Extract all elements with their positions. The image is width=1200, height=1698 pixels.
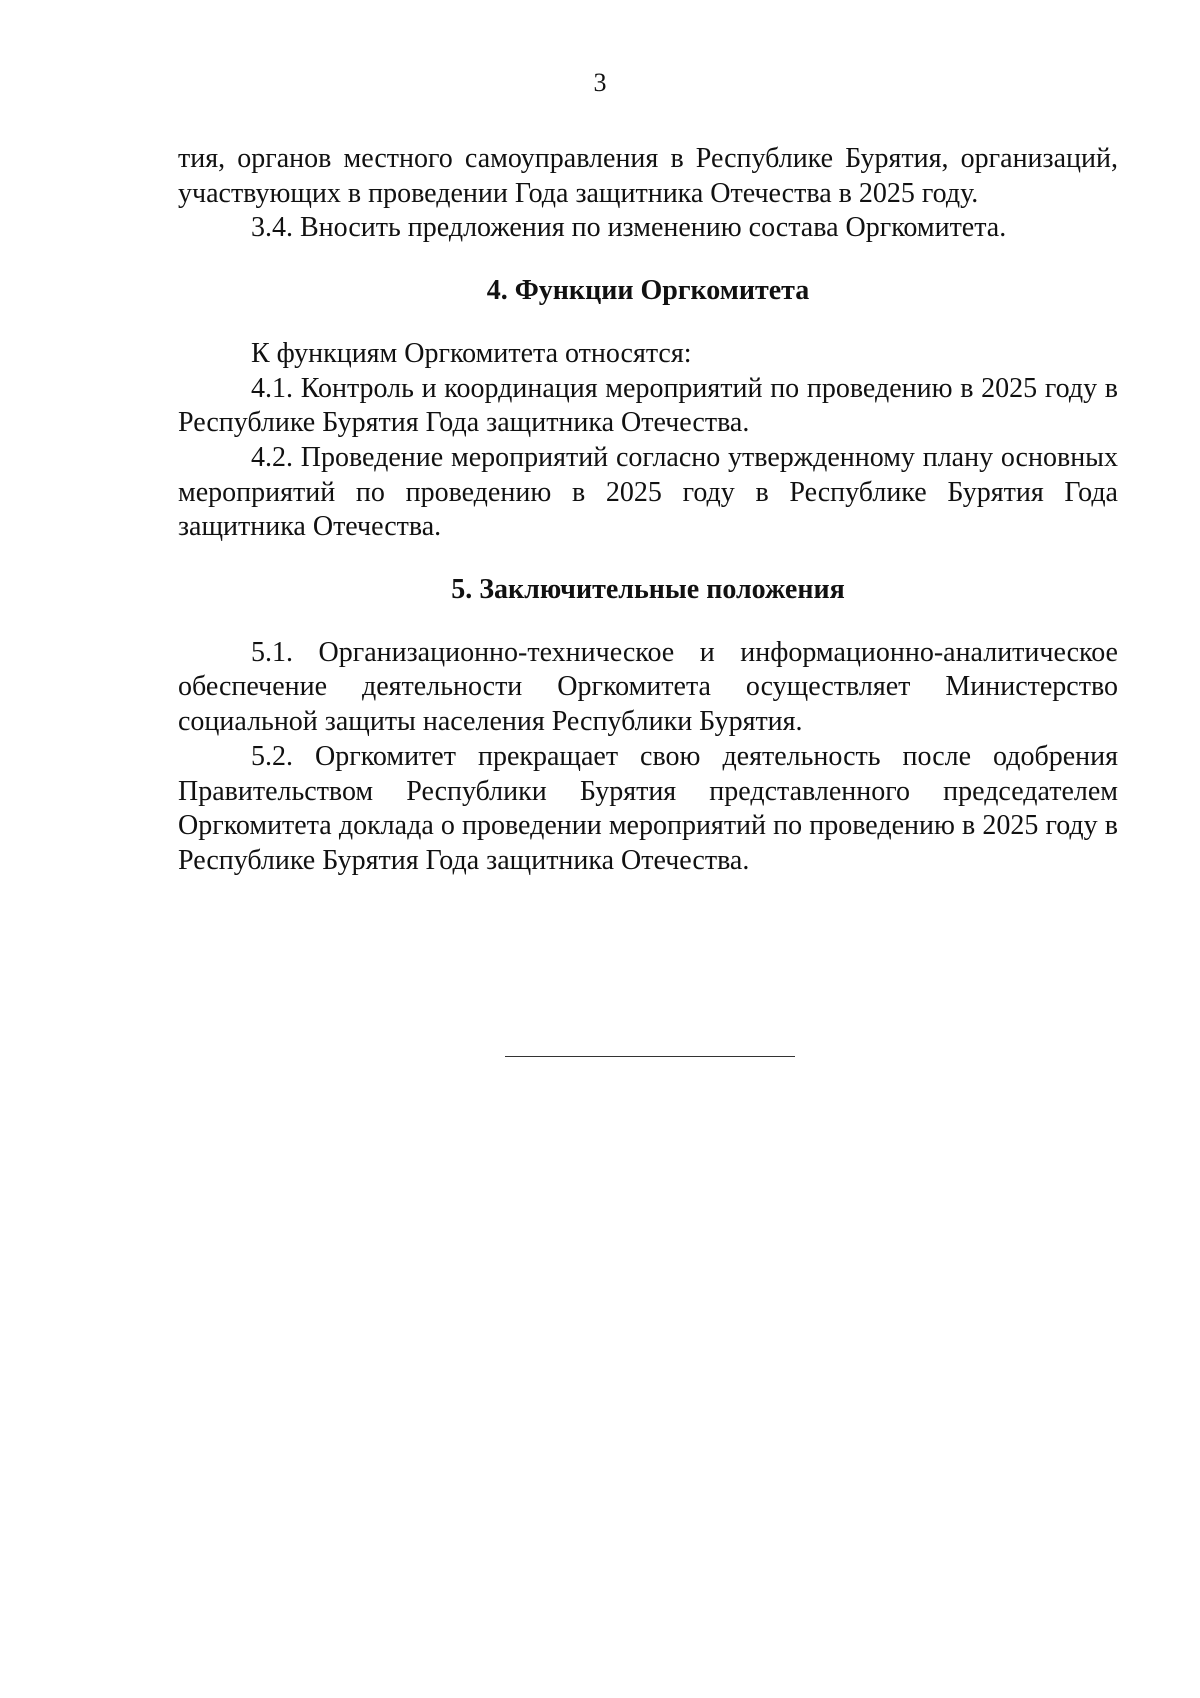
clause-4-1: 4.1. Контроль и координация мероприятий по проведению в 2025 году в Республике Бурятия Года защитника Отечества. bbox=[178, 372, 1118, 439]
document-body bbox=[178, 142, 1118, 879]
continued-paragraph: тия, органов местного самоуправления в Республике Бурятия, организаций, участвующих в проведении Года защитника Отечества в 2025 году. bbox=[178, 143, 1118, 209]
page-number: 3 bbox=[593, 68, 607, 97]
section-5-heading: 5. Заключительные положения bbox=[451, 574, 845, 606]
section-4-intro: К функциям Оргкомитета относятся: bbox=[251, 337, 692, 369]
clause-4-2: 4.2. Проведение мероприятий согласно утвержденному плану основных мероприятий по проведению в 2025 году в Республике Бурятия Года защитника Отечества. bbox=[178, 441, 1118, 543]
closing-separator-line bbox=[505, 1056, 795, 1057]
clause-3-4: 3.4. Вносить предложения по изменению состава Оргкомитета. bbox=[251, 212, 1007, 244]
clause-5-1: 5.1. Организационно-техническое и информационно-аналитическое обеспечение деятельности Оргкомитета осуществляет Министерство социальной защиты населения Республики Бурятия. bbox=[178, 636, 1118, 738]
section-4-heading: 4. Функции Оргкомитета bbox=[486, 275, 810, 307]
clause-5-2: 5.2. Оргкомитет прекращает свою деятельность после одобрения Правительством Республики Бурятия представленного председателем Оргкомитета доклада о проведении мероприятий по проведению в 2025 году в Республике Бурятия Года защитника Отечества. bbox=[178, 740, 1118, 876]
